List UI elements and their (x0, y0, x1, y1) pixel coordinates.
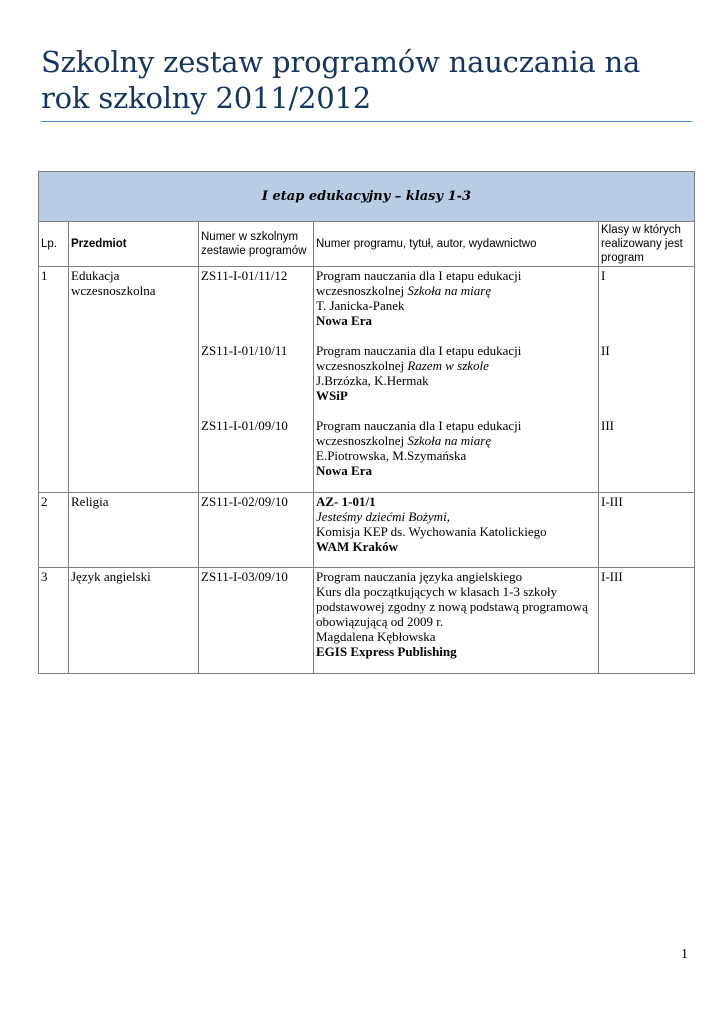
program-text: Program nauczania dla I etapu edukacji wczesnoszkolnej (316, 268, 522, 298)
row-subject: Edukacja wczesnoszkolna (69, 267, 199, 493)
program-authors: J.Brzózka, K.Hermak (316, 373, 429, 388)
program-entry (316, 268, 596, 343)
program-publisher: WSiP (316, 388, 348, 403)
program-publisher: WAM Kraków (316, 539, 398, 554)
stage-label: I etap edukacyjny – klasy 1-3 (39, 172, 695, 222)
program-text: Program nauczania dla I etapu edukacji wczesnoszkolnej (316, 343, 522, 373)
row-lp: 1 (39, 267, 69, 493)
table-row (39, 267, 695, 493)
row-programs (314, 267, 599, 493)
set-number: ZS11-I-01/10/11 (201, 343, 288, 358)
set-number: ZS11-I-01/09/10 (201, 418, 288, 433)
row-subject: Język angielski (69, 568, 199, 674)
stage-row (39, 172, 695, 222)
program-code: AZ- 1-01/1 (316, 494, 376, 509)
row-classes: I-III (599, 493, 695, 568)
class-range: III (601, 418, 614, 433)
program-title: Szkoła na miarę (407, 433, 492, 448)
header-lp: Lp. (39, 222, 69, 267)
header-row (39, 222, 695, 267)
row-set-number: ZS11-I-02/09/10 (199, 493, 314, 568)
set-number: ZS11-I-01/11/12 (201, 268, 288, 283)
program-publisher: EGIS Express Publishing (316, 644, 457, 659)
program-title: Szkoła na miarę (407, 283, 492, 298)
row-set-numbers (199, 267, 314, 493)
program-title-suffix: , (446, 509, 450, 524)
program-table (38, 171, 695, 674)
header-subject: Przedmiot (69, 222, 199, 267)
row-program (314, 493, 599, 568)
program-authors: Magdalena Kębłowska (316, 629, 436, 644)
program-authors: T. Janicka-Panek (316, 298, 405, 313)
row-program (314, 568, 599, 674)
header-classes: Klasy w których realizowany jest program (599, 222, 695, 267)
program-publisher: Nowa Era (316, 463, 372, 478)
program-authors: Komisja KEP ds. Wychowania Katolickiego (316, 524, 547, 539)
page-number: 1 (681, 947, 688, 962)
class-range: II (601, 343, 610, 358)
table-row (39, 568, 695, 674)
header-set-number: Numer w szkolnym zestawie programów (199, 222, 314, 267)
row-lp: 2 (39, 493, 69, 568)
table-row (39, 493, 695, 568)
row-subject: Religia (69, 493, 199, 568)
program-title: Jesteśmy dziećmi Bożymi (316, 509, 447, 524)
program-line: Program nauczania języka angielskiego (316, 569, 523, 584)
row-classes: I-III (599, 568, 695, 674)
document-title: Szkolny zestaw programów nauczania na rok szkolny 2011/2012 (41, 45, 641, 115)
header-program: Numer programu, tytuł, autor, wydawnictwo (314, 222, 599, 267)
program-entry (316, 343, 596, 418)
row-set-number: ZS11-I-03/09/10 (199, 568, 314, 674)
class-range: I (601, 268, 606, 283)
row-classes (599, 267, 695, 493)
program-publisher: Nowa Era (316, 313, 372, 328)
program-title: Razem w szkole (407, 358, 489, 373)
row-lp: 3 (39, 568, 69, 674)
program-description: Kurs dla początkujących w klasach 1-3 szkoły podstawowej zgodny z nową podstawą programową obowiązującą od 2009 r. (316, 584, 588, 629)
program-authors: E.Piotrowska, M.Szymańska (316, 448, 467, 463)
program-entry (316, 418, 596, 478)
title-underline (41, 121, 692, 122)
program-text: Program nauczania dla I etapu edukacji wczesnoszkolnej (316, 418, 522, 448)
